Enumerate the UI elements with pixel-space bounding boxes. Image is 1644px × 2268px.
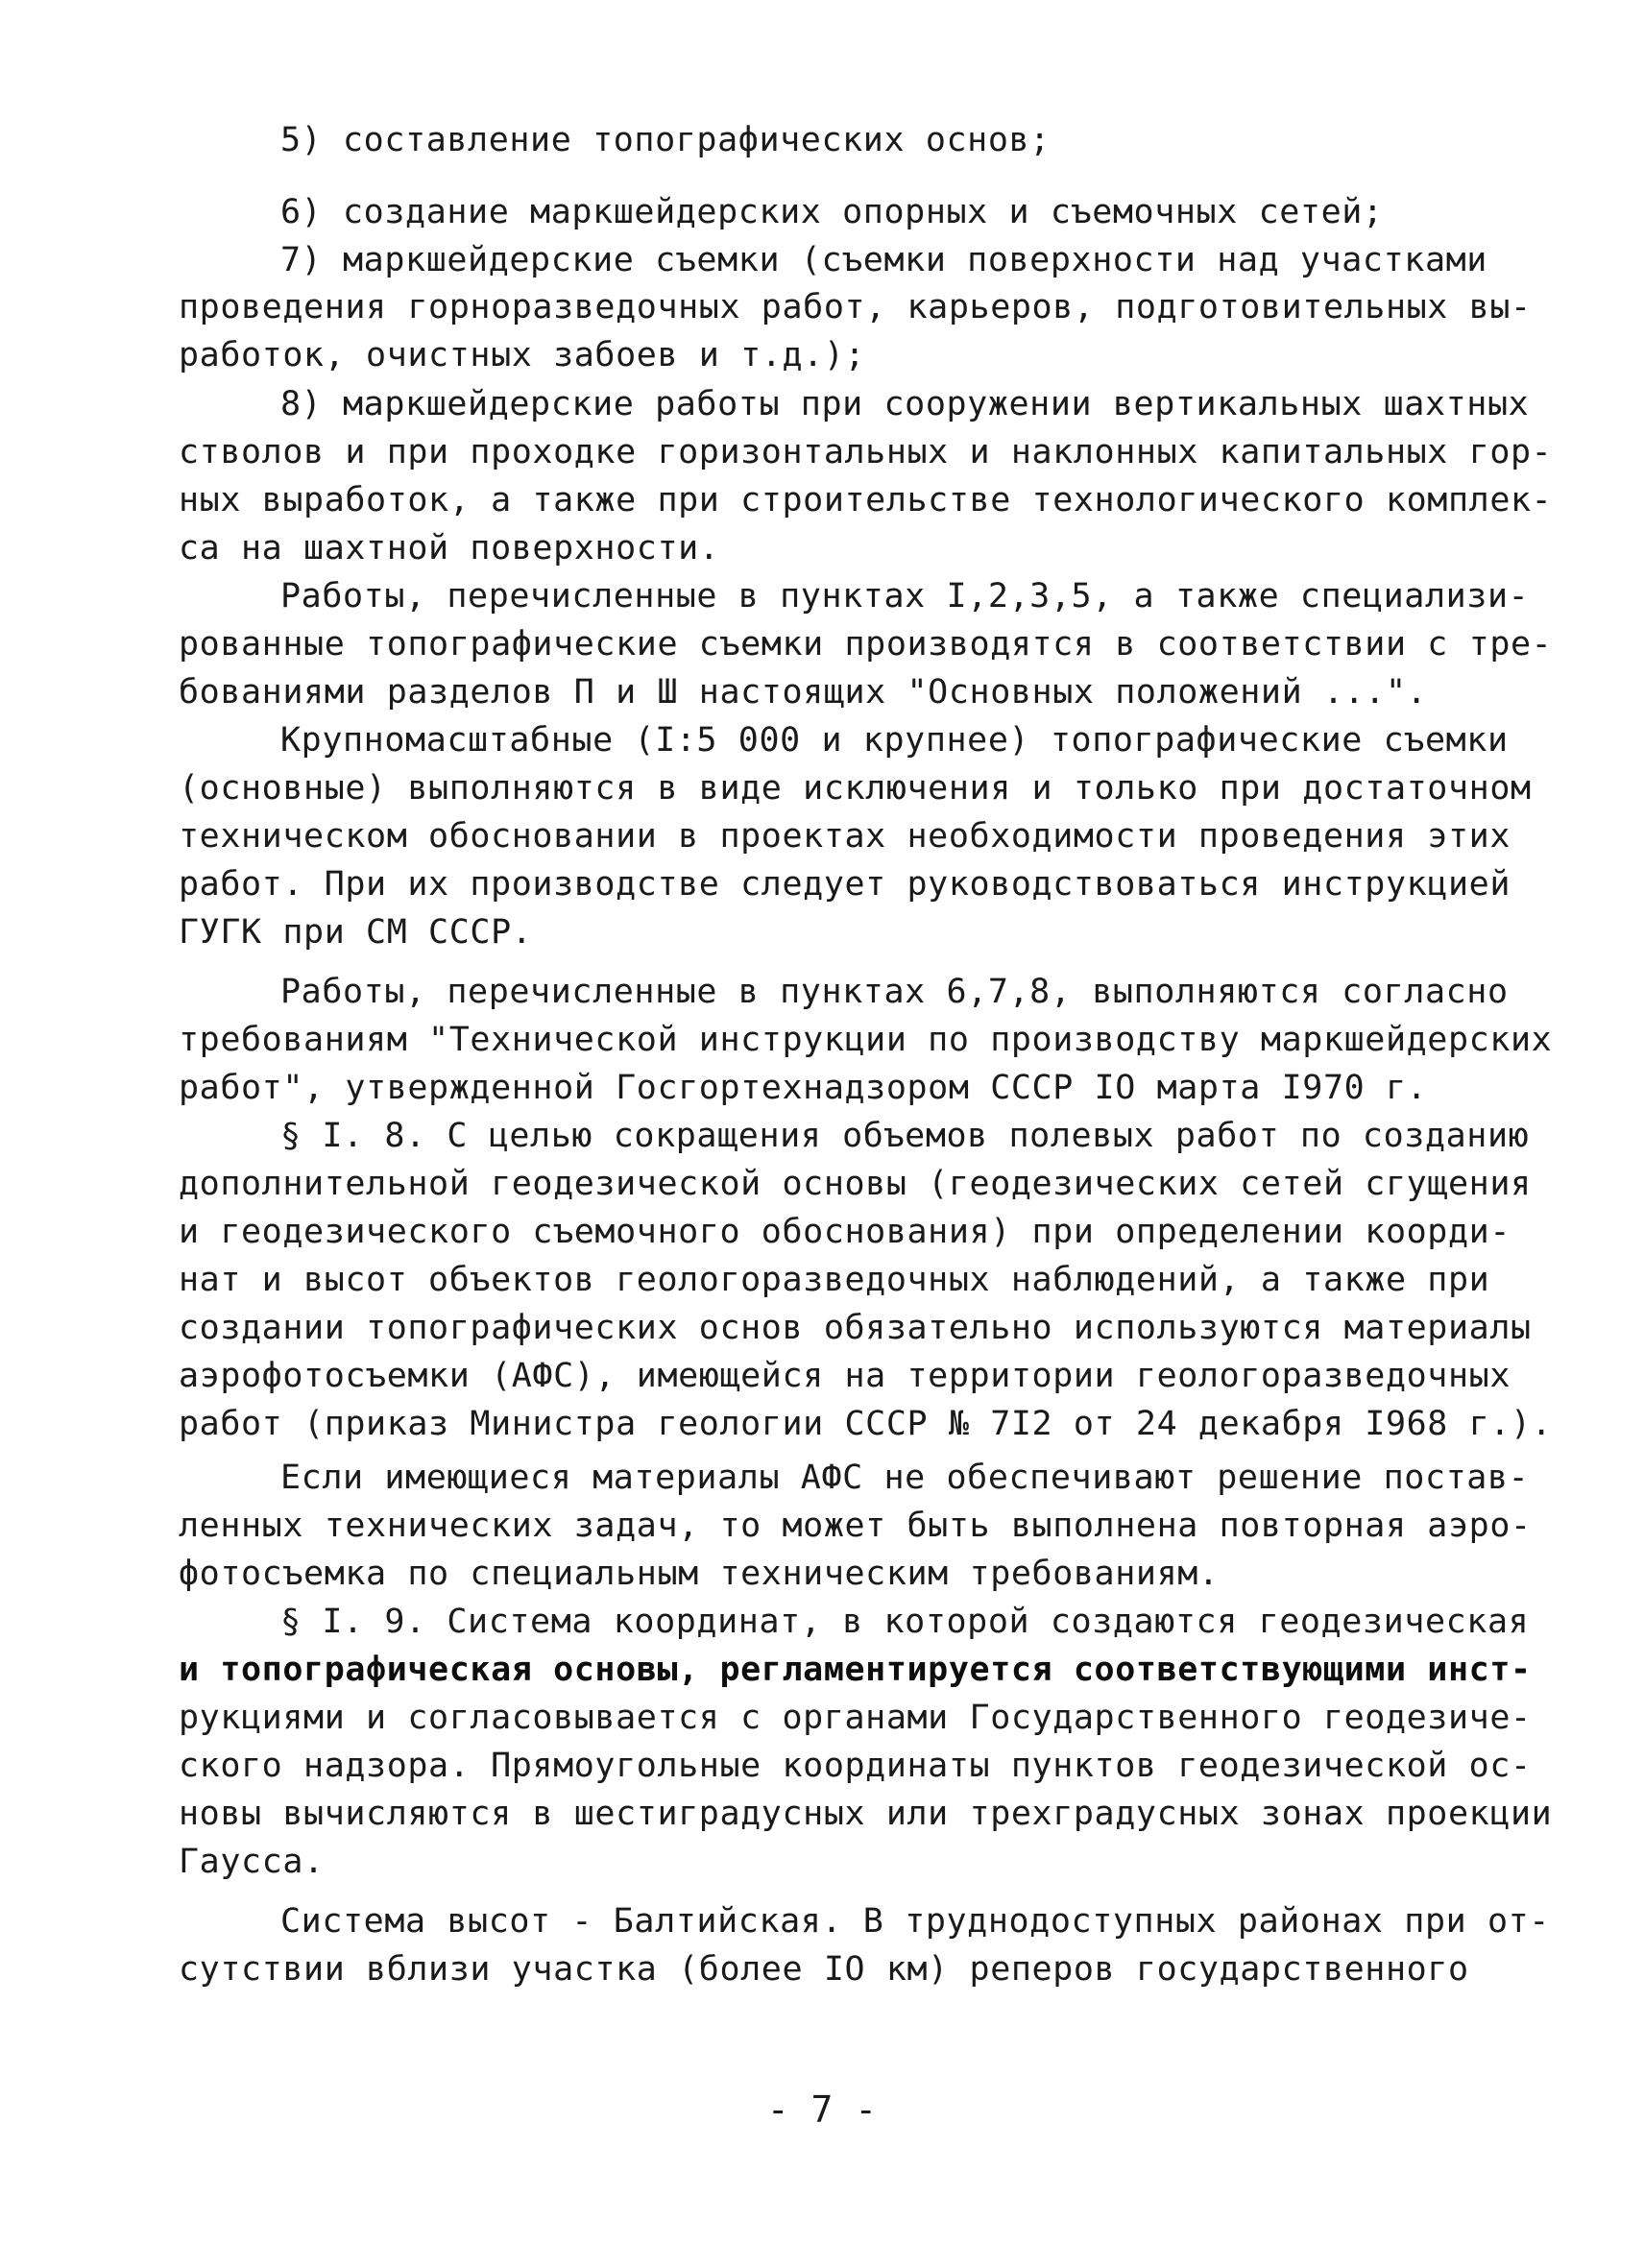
text-line: дополнительной геодезической основы (геодезических сетей сгущения	[179, 1165, 1532, 1203]
text-line: ных выработок, а также при строительстве технологического комплек-	[179, 481, 1553, 519]
text-line: техническом обосновании в проектах необходимости проведения этих	[179, 817, 1511, 856]
page-number: - 7 -	[766, 2088, 878, 2131]
text-line: и геодезического съемочного обоснования) при определении коорди-	[179, 1213, 1511, 1251]
text-line: работок, очистных забоев и т.д.);	[179, 336, 866, 374]
text-line: и топографическая основы, регламентируется соответствующими инст-	[179, 1651, 1532, 1689]
text-line: ленных технических задач, то может быть выполнена повторная аэро-	[179, 1507, 1532, 1545]
text-line: Работы, перечисленные в пунктах I,2,3,5, а также специализи-	[280, 577, 1530, 615]
text-line: рукциями и согласовывается с органами Государственного геодезиче-	[179, 1699, 1532, 1737]
text-line: аэрофотосъемки (АФС), имеющейся на территории геологоразведочных	[179, 1357, 1511, 1395]
text-line: работ. При их производстве следует руководствоваться инструкцией	[179, 865, 1511, 904]
text-line: 8) маркшейдерские работы при сооружении вертикальных шахтных	[280, 385, 1530, 423]
text-line: ского надзора. Прямоугольные координаты пунктов геодезической ос-	[179, 1747, 1532, 1785]
text-line: Крупномасштабные (I:5 000 и крупнее) топографические съемки	[280, 721, 1509, 760]
text-line: работ (приказ Министра геологии СССР № 7I2 от 24 декабря I968 г.).	[179, 1405, 1553, 1443]
text-line: ГУГК при СМ СССР.	[179, 913, 533, 952]
text-line: Гаусса.	[179, 1843, 325, 1881]
text-line: Работы, перечисленные в пунктах 6,7,8, выполняются согласно	[280, 973, 1509, 1011]
text-line: 6) создание маркшейдерских опорных и съемочных сетей;	[280, 193, 1384, 231]
text-line: § I. 8. С целью сокращения объемов полевых работ по созданию	[280, 1117, 1530, 1155]
text-line: создании топографических основ обязательно используются материалы	[179, 1309, 1532, 1347]
text-line: рованные топографические съемки производятся в соответствии с тре-	[179, 625, 1553, 664]
text-line: фотосъемка по специальным техническим требованиям.	[179, 1555, 1220, 1593]
text-line: 7) маркшейдерские съемки (съемки поверхности над участками	[280, 241, 1487, 279]
text-line: § I. 9. Система координат, в которой создаются геодезическая	[280, 1603, 1530, 1641]
text-line: стволов и при проходке горизонтальных и наклонных капитальных гор-	[179, 433, 1553, 471]
text-line: Система высот - Балтийская. В труднодоступных районах при от-	[280, 1902, 1550, 1941]
text-line: бованиями разделов П и Ш настоящих "Основных положений ...".	[179, 673, 1428, 712]
text-line: сутствии вблизи участка (более IO км) реперов государственного	[179, 1950, 1469, 1989]
text-line: (основные) выполняются в виде исключения и только при достаточном	[179, 769, 1532, 808]
text-line: новы вычисляются в шестиградусных или трехградусных зонах проекции	[179, 1795, 1553, 1833]
text-line: са на шахтной поверхности.	[179, 529, 720, 567]
text-line: требованиям "Технической инструкции по производству маркшейдерских	[179, 1021, 1553, 1059]
text-line: 5) составление топографических основ;	[280, 121, 1051, 159]
text-line: работ", утвержденной Госгортехнадзором СССР IO марта I970 г.	[179, 1069, 1428, 1107]
text-line: проведения горноразведочных работ, карьеров, подготовительных вы-	[179, 288, 1532, 326]
text-line: нат и высот объектов геологоразведочных наблюдений, а также при	[179, 1261, 1490, 1299]
text-line: Если имеющиеся материалы АФС не обеспечивают решение постав-	[280, 1459, 1530, 1497]
